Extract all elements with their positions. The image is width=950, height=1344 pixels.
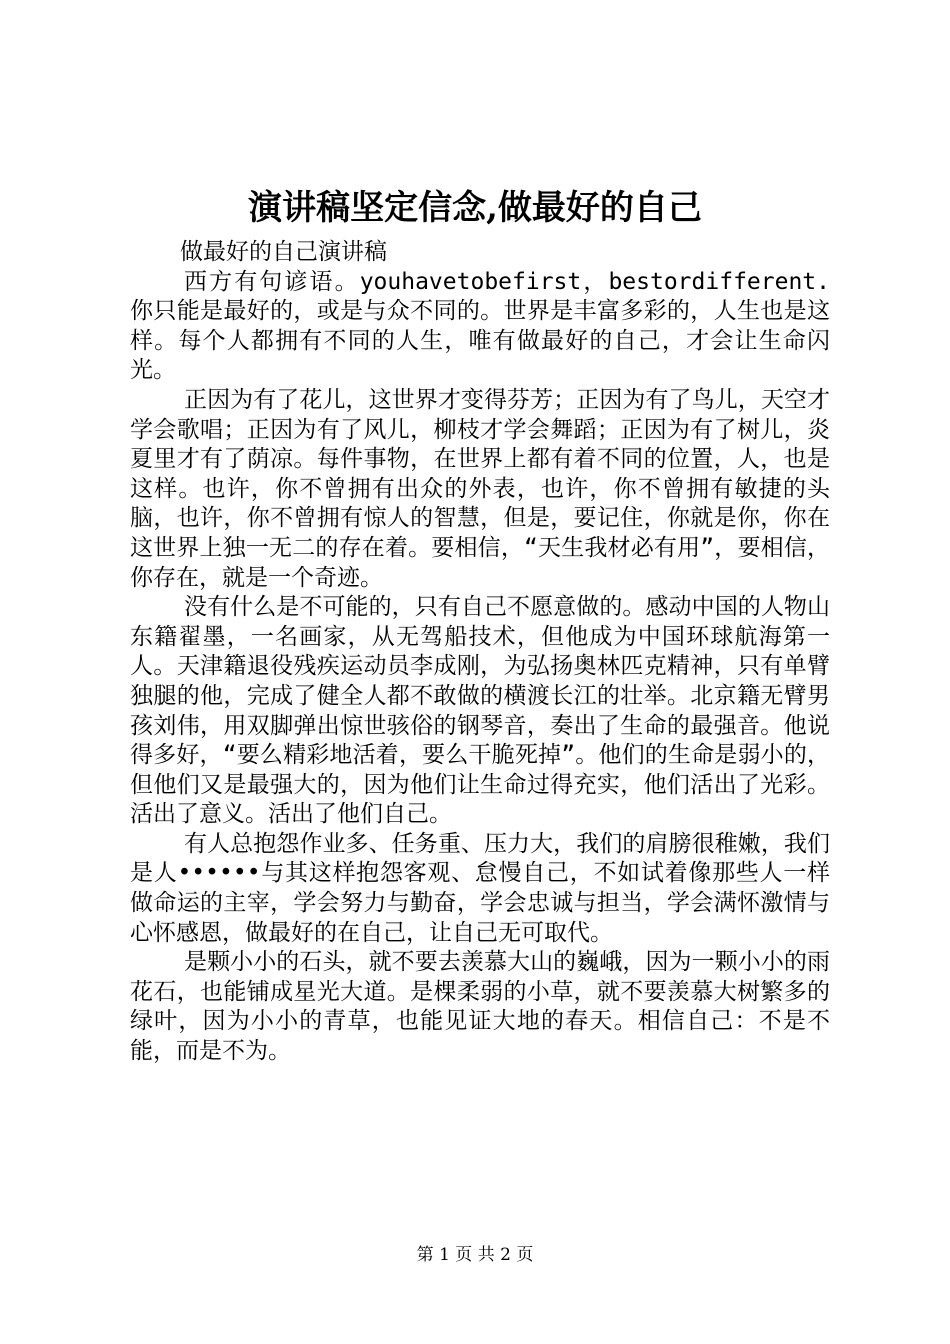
paragraph-3: 没有什么是不可能的，只有自己不愿意做的。感动中国的人物山东籍翟墨，一名画家，从无驾船技术，但他成为中国环球航海第一人。天津籍退役残疾运动员李成刚，为弘扬奥林匹克精神，只有单臂独腿的他，完成了健全人都不敢做的横渡长江的壮举。北京籍无臂男孩刘伟，用双脚弹出惊世骇俗的钢琴音，奏出了生命的最强音。他说得多好，“要么精彩地活着，要么干脆死掉”。他们的生命是弱小的，但他们又是最强大的，因为他们让生命过得充实，他们活出了光彩。活出了意义。活出了他们自己。 xyxy=(130,594,830,828)
paragraph-2: 正因为有了花儿，这世界才变得芬芳；正因为有了鸟儿，天空才学会歌唱；正因为有了风儿，柳枝才学会舞蹈；正因为有了树儿，炎夏里才有了荫凉。每件事物，在世界上都有着不同的位置，人，也是这样。也许，你不曾拥有出众的外表，也许，你不曾拥有敏捷的头脑，也许，你不曾拥有惊人的智慧，但是，要记住，你就是你，你在这世界上独一无二的存在着。要相信，“天生我材必有用”，要相信，你存在，就是一个奇迹。 xyxy=(130,386,830,591)
paragraph-1: 西方有句谚语。youhavetobefirst，bestordifferent.你只能是最好的，或是与众不同的。世界是丰富多彩的，人生也是这样。每个人都拥有不同的人生，唯有做最好的自己，才会让生命闪光。 xyxy=(130,268,830,384)
paragraph-4: 有人总抱怨作业多、任务重、压力大，我们的肩膀很稚嫩，我们是人••••••与其这样抱怨客观、怠慢自己，不如试着像那些人一样做命运的主宰，学会努力与勤奋，学会忠诚与担当，学会满怀激情与心怀感恩，做最好的在自己，让自己无可取代。 xyxy=(130,830,830,946)
document-subtitle: 做最好的自己演讲稿 xyxy=(180,239,387,265)
document-body xyxy=(130,238,830,1067)
page-number-footer: 第 1 页 共 2 页 xyxy=(416,1245,534,1265)
document-title: 演讲稿坚定信念,做最好的自己 xyxy=(248,188,702,228)
paragraph-5: 是颗小小的石头，就不要去羡慕大山的巍峨，因为一颗小小的雨花石，也能铺成星光大道。是棵柔弱的小草，就不要羡慕大树繁多的绿叶，因为小小的青草，也能见证大地的春天。相信自己：不是不能，而是不为。 xyxy=(130,949,830,1065)
